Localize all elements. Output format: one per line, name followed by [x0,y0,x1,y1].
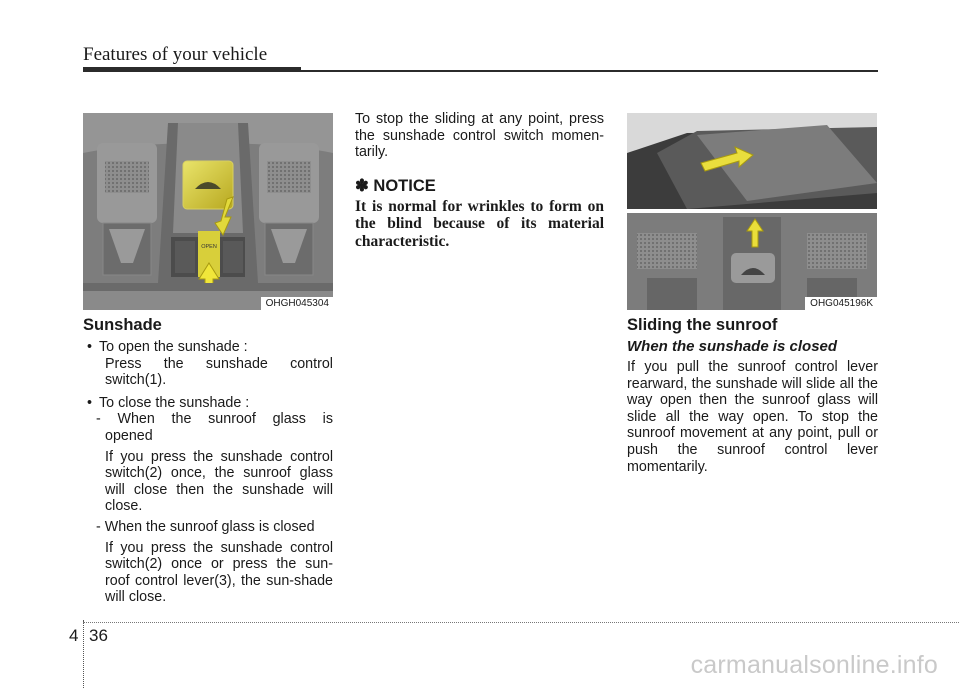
case1-instructions: If you press the sunshade control switch(2) once, the sunroof glass will close then the sunshade will close. [105,448,333,515]
sunshade-section [83,315,333,606]
page-number: 36 [89,626,108,645]
sliding-heading: Sliding the sunroof [627,316,778,334]
sliding-text: If you pull the sunroof control lever rearward, the sunshade will slide all the way open then the sunroof glass will slide all the way open. To stop the sunroof movement at any point, pull or push the sunroof control lever momentarily. [627,359,878,475]
console-illustration [83,113,333,310]
notice-body: It is normal for wrinkles to form on the blind because of its material characteristic. [355,197,604,250]
open-bullet-text: To open the sunshade : [99,339,248,355]
close-bullet-text: To close the sunshade : [99,394,250,411]
sunshade-switch-photo [83,113,333,310]
case2-instructions: If you press the sunshade control switch(2) once or press the sun-roof control lever(3), the sun-shade will close. [105,539,333,606]
sliding-section [627,315,878,475]
sunroof-illustration [627,113,877,310]
case2-title: - When the sunroof glass is closed [96,518,315,535]
stop-sliding-text: To stop the sliding at any point, press the sunshade control switch momen-tarily. [355,111,604,161]
right-image-code: OHG045196K [805,297,877,310]
header-rule-thin [301,70,878,72]
notice-symbol: ✽ [355,176,369,195]
sunroof-photo [627,113,877,310]
open-switch-label: OPEN [201,244,217,250]
page-header-title: Features of your vehicle [83,44,268,65]
notice-title: NOTICE [373,176,436,195]
open-instructions: Press the sunshade control switch(1). [105,355,333,389]
case1-title-line1: - When the sunroof glass is [96,411,333,428]
header-rule-thick [83,67,301,72]
open-bullet [83,339,333,356]
notice-heading [355,176,604,196]
chapter-number: 4 [69,626,79,645]
close-bullet [83,395,333,412]
sunshade-heading: Sunshade [83,316,162,334]
case1-title-line2: opened [105,427,153,444]
footer-dotted-rule [83,622,960,623]
bullet-dot: • [87,394,93,411]
bullet-dot: • [87,339,93,355]
footer-dotted-divider [83,620,84,688]
sliding-subheading: When the sunshade is closed [627,338,838,355]
left-image-code: OHGH045304 [261,297,333,310]
middle-section [355,111,604,250]
watermark-text: carmanualsonline.info [690,651,938,679]
